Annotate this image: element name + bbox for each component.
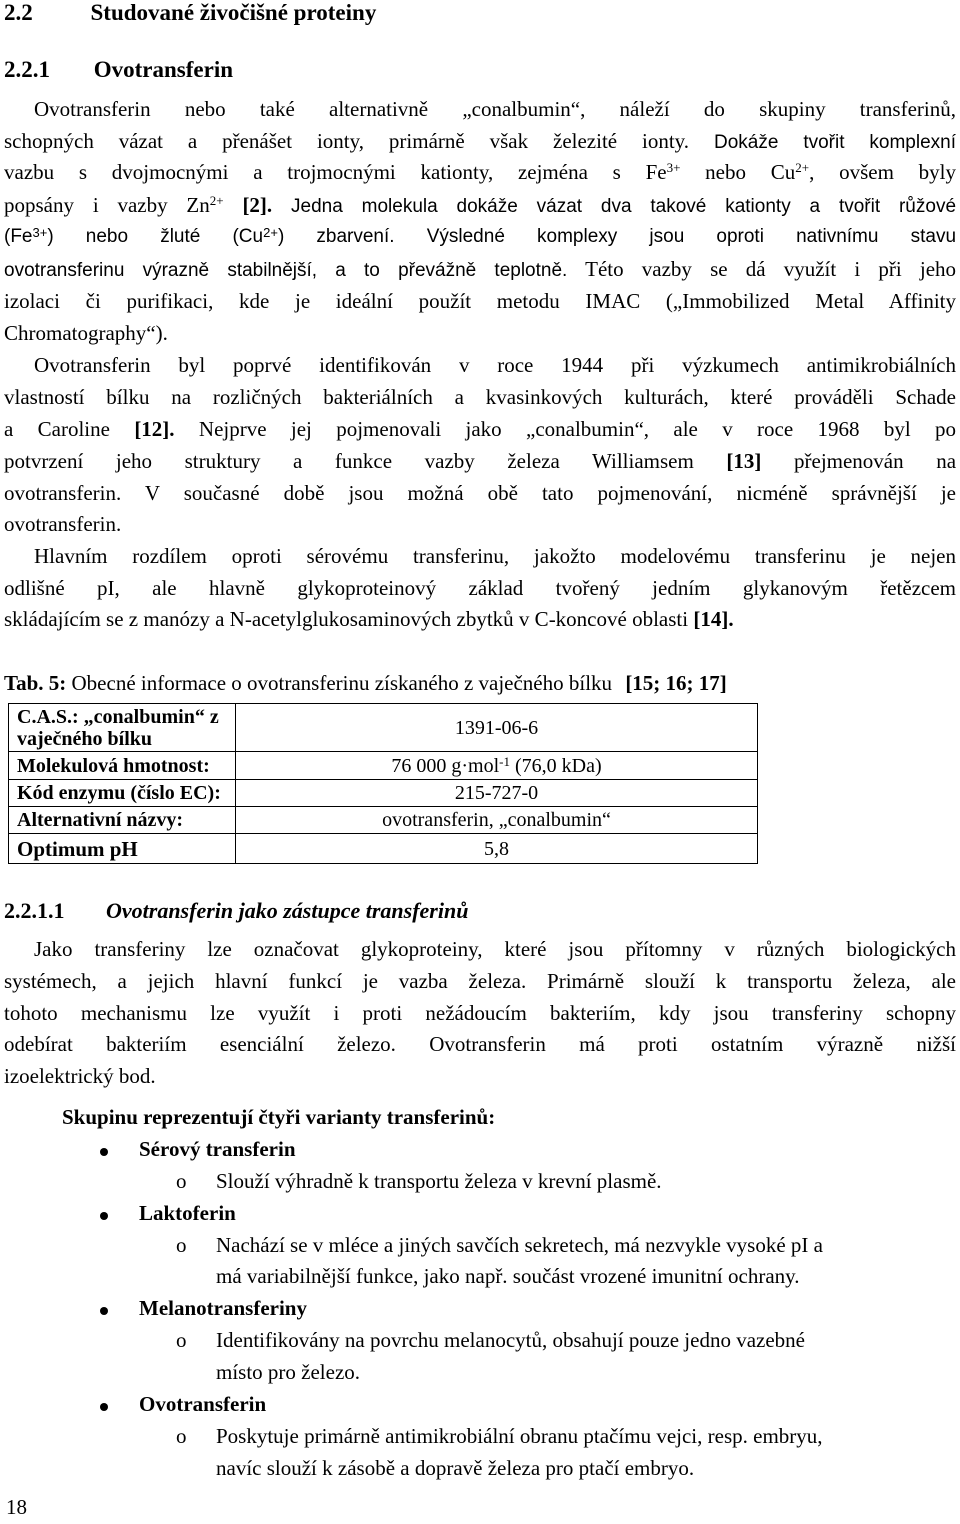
table-row <box>9 834 758 864</box>
p3-line-2: odlišné pI, ale hlavně glykoproteinový základ tvořený jedním glykanovým řetězcem <box>4 576 956 600</box>
list-item-desc: Slouží výhradně k transportu železa v krevní plasmě. <box>216 1169 662 1193</box>
bullet-icon <box>100 1212 108 1220</box>
section-title: Studované živočišné proteiny <box>90 0 377 25</box>
table-key: Alternativní názvy: <box>9 807 236 834</box>
p1-line-5: $(Fe^{3+})$ nebo žluté $(Cu^{2+})$ zbarvení. Výsledné komplexy jsou oproti nativnímu stavu <box>4 225 957 247</box>
section-heading <box>4 0 376 26</box>
list-item-desc: Nachází se v mléce a jiných savčích sekretech, má nezvykle vysoké pI a <box>216 1233 823 1257</box>
subsubsection-title: Ovotransferin jako zástupce transferinů <box>106 898 469 923</box>
p3-line-3: skládajícím se z manózy a N-acetylglukosaminových zbytků v C-koncové oblasti [14]. <box>4 607 734 631</box>
p1-line-3: vazbu s dvojmocnými a trojmocnými kationty, zejména s $Fe^{3+}$ nebo $Cu^{2+}$, ovšem byly <box>4 160 956 184</box>
p4-line-4: odebírat bakteriím esenciální železo. Ovotransferin má proti ostatním výrazně nižší <box>4 1032 956 1056</box>
sub-bullet-icon: o <box>176 1328 187 1352</box>
p4-line-5: izoelektrický bod. <box>4 1064 156 1088</box>
subsubsection-number: 2.2.1.1 <box>4 898 65 923</box>
table-key: Molekulová hmotnost: <box>9 752 236 780</box>
table-row <box>9 807 758 834</box>
info-table <box>8 703 758 864</box>
list-item: Laktoferin <box>139 1201 236 1225</box>
p4-line-1: Jako transferiny lze označovat glykoproteiny, které jsou přítomny v různých biologických <box>34 937 956 961</box>
p2-line-2: vlastností bílku na rozličných bakteriálních a kvasinkových kulturách, které prováděli Schade <box>4 385 956 409</box>
table-value: 5,8 <box>236 834 758 864</box>
subsection-number: 2.2.1 <box>4 57 50 82</box>
list-item: Sérový transferin <box>139 1137 296 1161</box>
page-number: 18 <box>6 1495 27 1519</box>
p2-line-5: ovotransferin. V současné době jsou možná obě tato pojmenování, nicméně správnější je <box>4 481 956 505</box>
list-item: Ovotransferin <box>139 1392 267 1416</box>
list-item-desc: má variabilnější funkce, jako např. součást vrozené imunitní ochrany. <box>216 1264 800 1288</box>
p2-line-3: a Caroline [12]. Nejprve jej pojmenovali jako „conalbumin“, ale v roce 1968 byl po <box>4 417 957 441</box>
table-value: 1391-06-6 <box>236 704 758 752</box>
bullet-icon <box>100 1307 108 1315</box>
p1-line-1: Ovotransferin nebo také alternativně „conalbumin“, náleží do skupiny transferinů, <box>34 97 956 121</box>
p1-line-4: popsány i vazby $Zn^{2+}$ [2]. Jedna molekula dokáže vázat dva takové kationty a tvořit růžové <box>4 193 957 217</box>
subsubsection-heading <box>4 898 468 924</box>
list-item-desc: Identifikovány na povrchu melanocytů, obsahují pouze jedno vazebné <box>216 1328 805 1352</box>
sub-bullet-icon: o <box>176 1169 187 1193</box>
sub-bullet-icon: o <box>176 1233 187 1257</box>
list-item: Melanotransferiny <box>139 1296 307 1320</box>
list-heading: Skupinu reprezentují čtyři varianty transferinů: <box>62 1105 496 1129</box>
table-key: C.A.S.: „conalbumin“ z vaječného bílku <box>9 704 236 752</box>
table-row <box>9 704 758 752</box>
subsection-title: Ovotransferin <box>93 57 234 82</box>
p3-line-1: Hlavním rozdílem oproti sérovému transferinu, jakožto modelovému transferinu je nejen <box>34 544 956 568</box>
p4-line-2: systémech, a jejich hlavní funkcí je vazba železa. Primárně slouží k transportu železa, ale <box>4 969 956 993</box>
table-value: 215-727-0 <box>236 780 758 807</box>
p2-line-4: potvrzení jeho struktury a funkce vazby železa Williamsem [13] přejmenován na <box>4 449 957 473</box>
table-value: 76 000 g·mol$^{-1}$ (76,0 kDa) <box>236 752 758 780</box>
p1-line-8: Chromatography“). <box>4 321 168 345</box>
p1-line-6: ovotransferinu výrazně stabilnější, a to převážně teplotně. Této vazby se dá využít i při jeho <box>4 257 957 281</box>
p2-line-6: ovotransferin. <box>4 512 122 536</box>
list-item-desc: navíc slouží k zásobě a dopravě železa pro ptačí embryo. <box>216 1456 695 1480</box>
table-caption: Tab. 5: Obecné informace o ovotransferinu získaného z vaječného bílku [15; 16; 17] <box>4 671 727 695</box>
list-item-desc: Poskytuje primárně antimikrobiální obranu ptačímu vejci, resp. embryu, <box>216 1424 823 1448</box>
table-row <box>9 780 758 807</box>
p2-line-1: Ovotransferin byl poprvé identifikován v roce 1944 při výzkumech antimikrobiálních <box>34 353 956 377</box>
table-value: ovotransferin, „conalbumin“ <box>236 807 758 834</box>
list-item-desc: místo pro železo. <box>216 1360 361 1384</box>
sub-bullet-icon: o <box>176 1424 187 1448</box>
p1-line-2: schopných vázat a přenášet ionty, primárně však železité ionty. Dokáže tvořit komplexní <box>4 129 957 153</box>
subsection-heading <box>4 57 233 83</box>
bullet-icon <box>100 1148 108 1156</box>
bullet-icon <box>100 1403 108 1411</box>
section-number: 2.2 <box>4 0 33 25</box>
table-key: Optimum pH <box>9 834 236 864</box>
table-key: Kód enzymu (číslo EC): <box>9 780 236 807</box>
p4-line-3: tohoto mechanismu lze využít i proti nežádoucím bakteriím, kdy jsou transferiny schopny <box>4 1001 956 1025</box>
table-row <box>9 752 758 780</box>
p1-line-7: izolaci či purifikaci, kde je ideální použít metodu IMAC („Immobilized Metal Affinity <box>4 289 956 313</box>
